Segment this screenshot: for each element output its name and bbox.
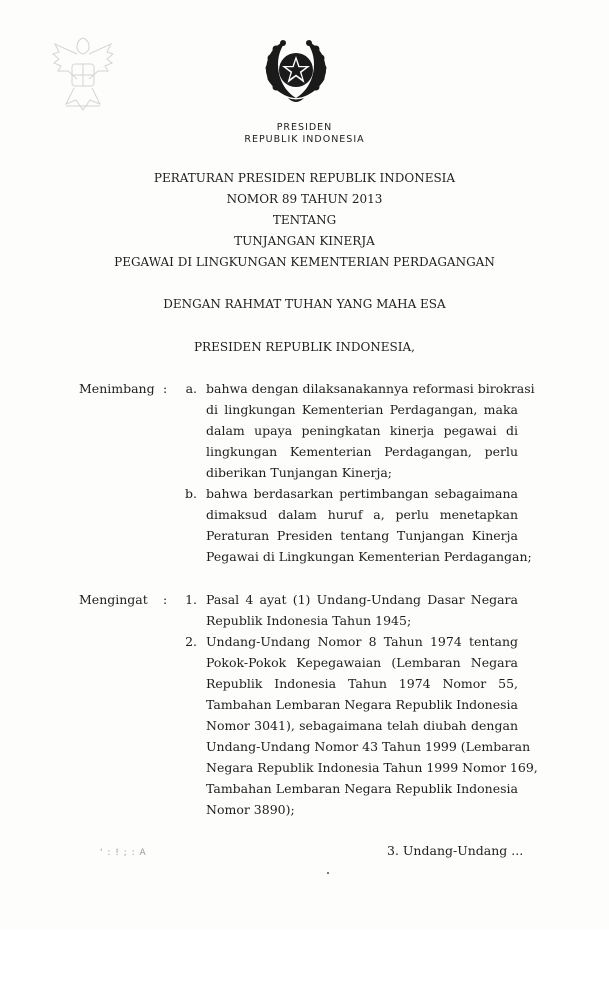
mengingat-2-line: Nomor 3041), sebagaimana telah diubah dengan bbox=[206, 718, 518, 733]
title-line-1: PERATURAN PRESIDEN REPUBLIK INDONESIA bbox=[153, 171, 456, 185]
menimbang-a-line: di lingkungan Kementerian Perdagangan, maka bbox=[206, 402, 518, 417]
mengingat-1-marker: 1. bbox=[185, 592, 197, 607]
menimbang-a-line: dalam upaya peningkatan kinerja pegawai di bbox=[206, 423, 518, 438]
mengingat-label: Mengingat bbox=[79, 592, 148, 607]
mengingat-colon: : bbox=[163, 592, 168, 607]
garuda-watermark-icon bbox=[44, 30, 122, 116]
mengingat-2-line: Pokok-Pokok Kepegawaian (Lembaran Negara bbox=[206, 655, 518, 670]
menimbang-a-line: diberikan Tunjangan Kinerja; bbox=[206, 465, 393, 480]
mengingat-2-marker: 2. bbox=[185, 634, 197, 649]
mengingat-2-line: Undang-Undang Nomor 43 Tahun 1999 (Lembaran bbox=[206, 739, 531, 754]
menimbang-b-line: Peraturan Presiden tentang Tunjangan Kinerja bbox=[206, 528, 518, 543]
mengingat-1-line: Republik Indonesia Tahun 1945; bbox=[206, 613, 412, 628]
title-line-4: TUNJANGAN KINERJA bbox=[234, 234, 375, 248]
menimbang-b-line: dimaksud dalam huruf a, perlu menetapkan bbox=[206, 507, 518, 522]
mengingat-2-line: Republik Indonesia Tahun 1974 Nomor 55, bbox=[206, 676, 518, 691]
title-line-2: NOMOR 89 TAHUN 2013 bbox=[226, 192, 383, 206]
scan-noise-text: ' : ! ; : A bbox=[100, 848, 147, 858]
preamble: DENGAN RAHMAT TUHAN YANG MAHA ESA bbox=[163, 297, 446, 311]
mengingat-2-line: Negara Republik Indonesia Tahun 1999 Nomor 169, bbox=[206, 760, 538, 775]
menimbang-a-marker: a. bbox=[185, 381, 197, 396]
mengingat-2-line: Tambahan Lembaran Negara Republik Indonesia bbox=[206, 781, 518, 796]
mengingat-2-line: Undang-Undang Nomor 8 Tahun 1974 tentang bbox=[206, 634, 518, 649]
mengingat-1-line: Pasal 4 ayat (1) Undang-Undang Dasar Negara bbox=[206, 592, 518, 607]
next-page-catchword: 3. Undang-Undang ... bbox=[387, 843, 524, 858]
title-line-3: TENTANG bbox=[272, 213, 337, 227]
menimbang-b-marker: b. bbox=[185, 486, 197, 501]
president-heading: PRESIDEN REPUBLIK INDONESIA, bbox=[193, 340, 415, 354]
presidential-seal-icon bbox=[256, 32, 336, 112]
page-bottom-margin bbox=[0, 930, 609, 1006]
mengingat-2-line: Nomor 3890); bbox=[206, 802, 295, 817]
header-republik-indonesia: REPUBLIK INDONESIA bbox=[244, 134, 365, 145]
menimbang-b-line: Pegawai di Lingkungan Kementerian Perdagangan; bbox=[206, 549, 532, 564]
scan-speck bbox=[327, 872, 329, 874]
menimbang-b-line: bahwa berdasarkan pertimbangan sebagaimana bbox=[206, 486, 518, 501]
menimbang-a-line: lingkungan Kementerian Perdagangan, perlu bbox=[206, 444, 518, 459]
menimbang-a-line: bahwa dengan dilaksanakannya reformasi birokrasi bbox=[206, 381, 535, 396]
menimbang-label: Menimbang bbox=[79, 381, 155, 396]
header-presiden: PRESIDEN bbox=[276, 122, 333, 133]
menimbang-colon: : bbox=[163, 381, 168, 396]
mengingat-2-line: Tambahan Lembaran Negara Republik Indonesia bbox=[206, 697, 518, 712]
title-line-5: PEGAWAI DI LINGKUNGAN KEMENTERIAN PERDAGANGAN bbox=[114, 255, 495, 269]
